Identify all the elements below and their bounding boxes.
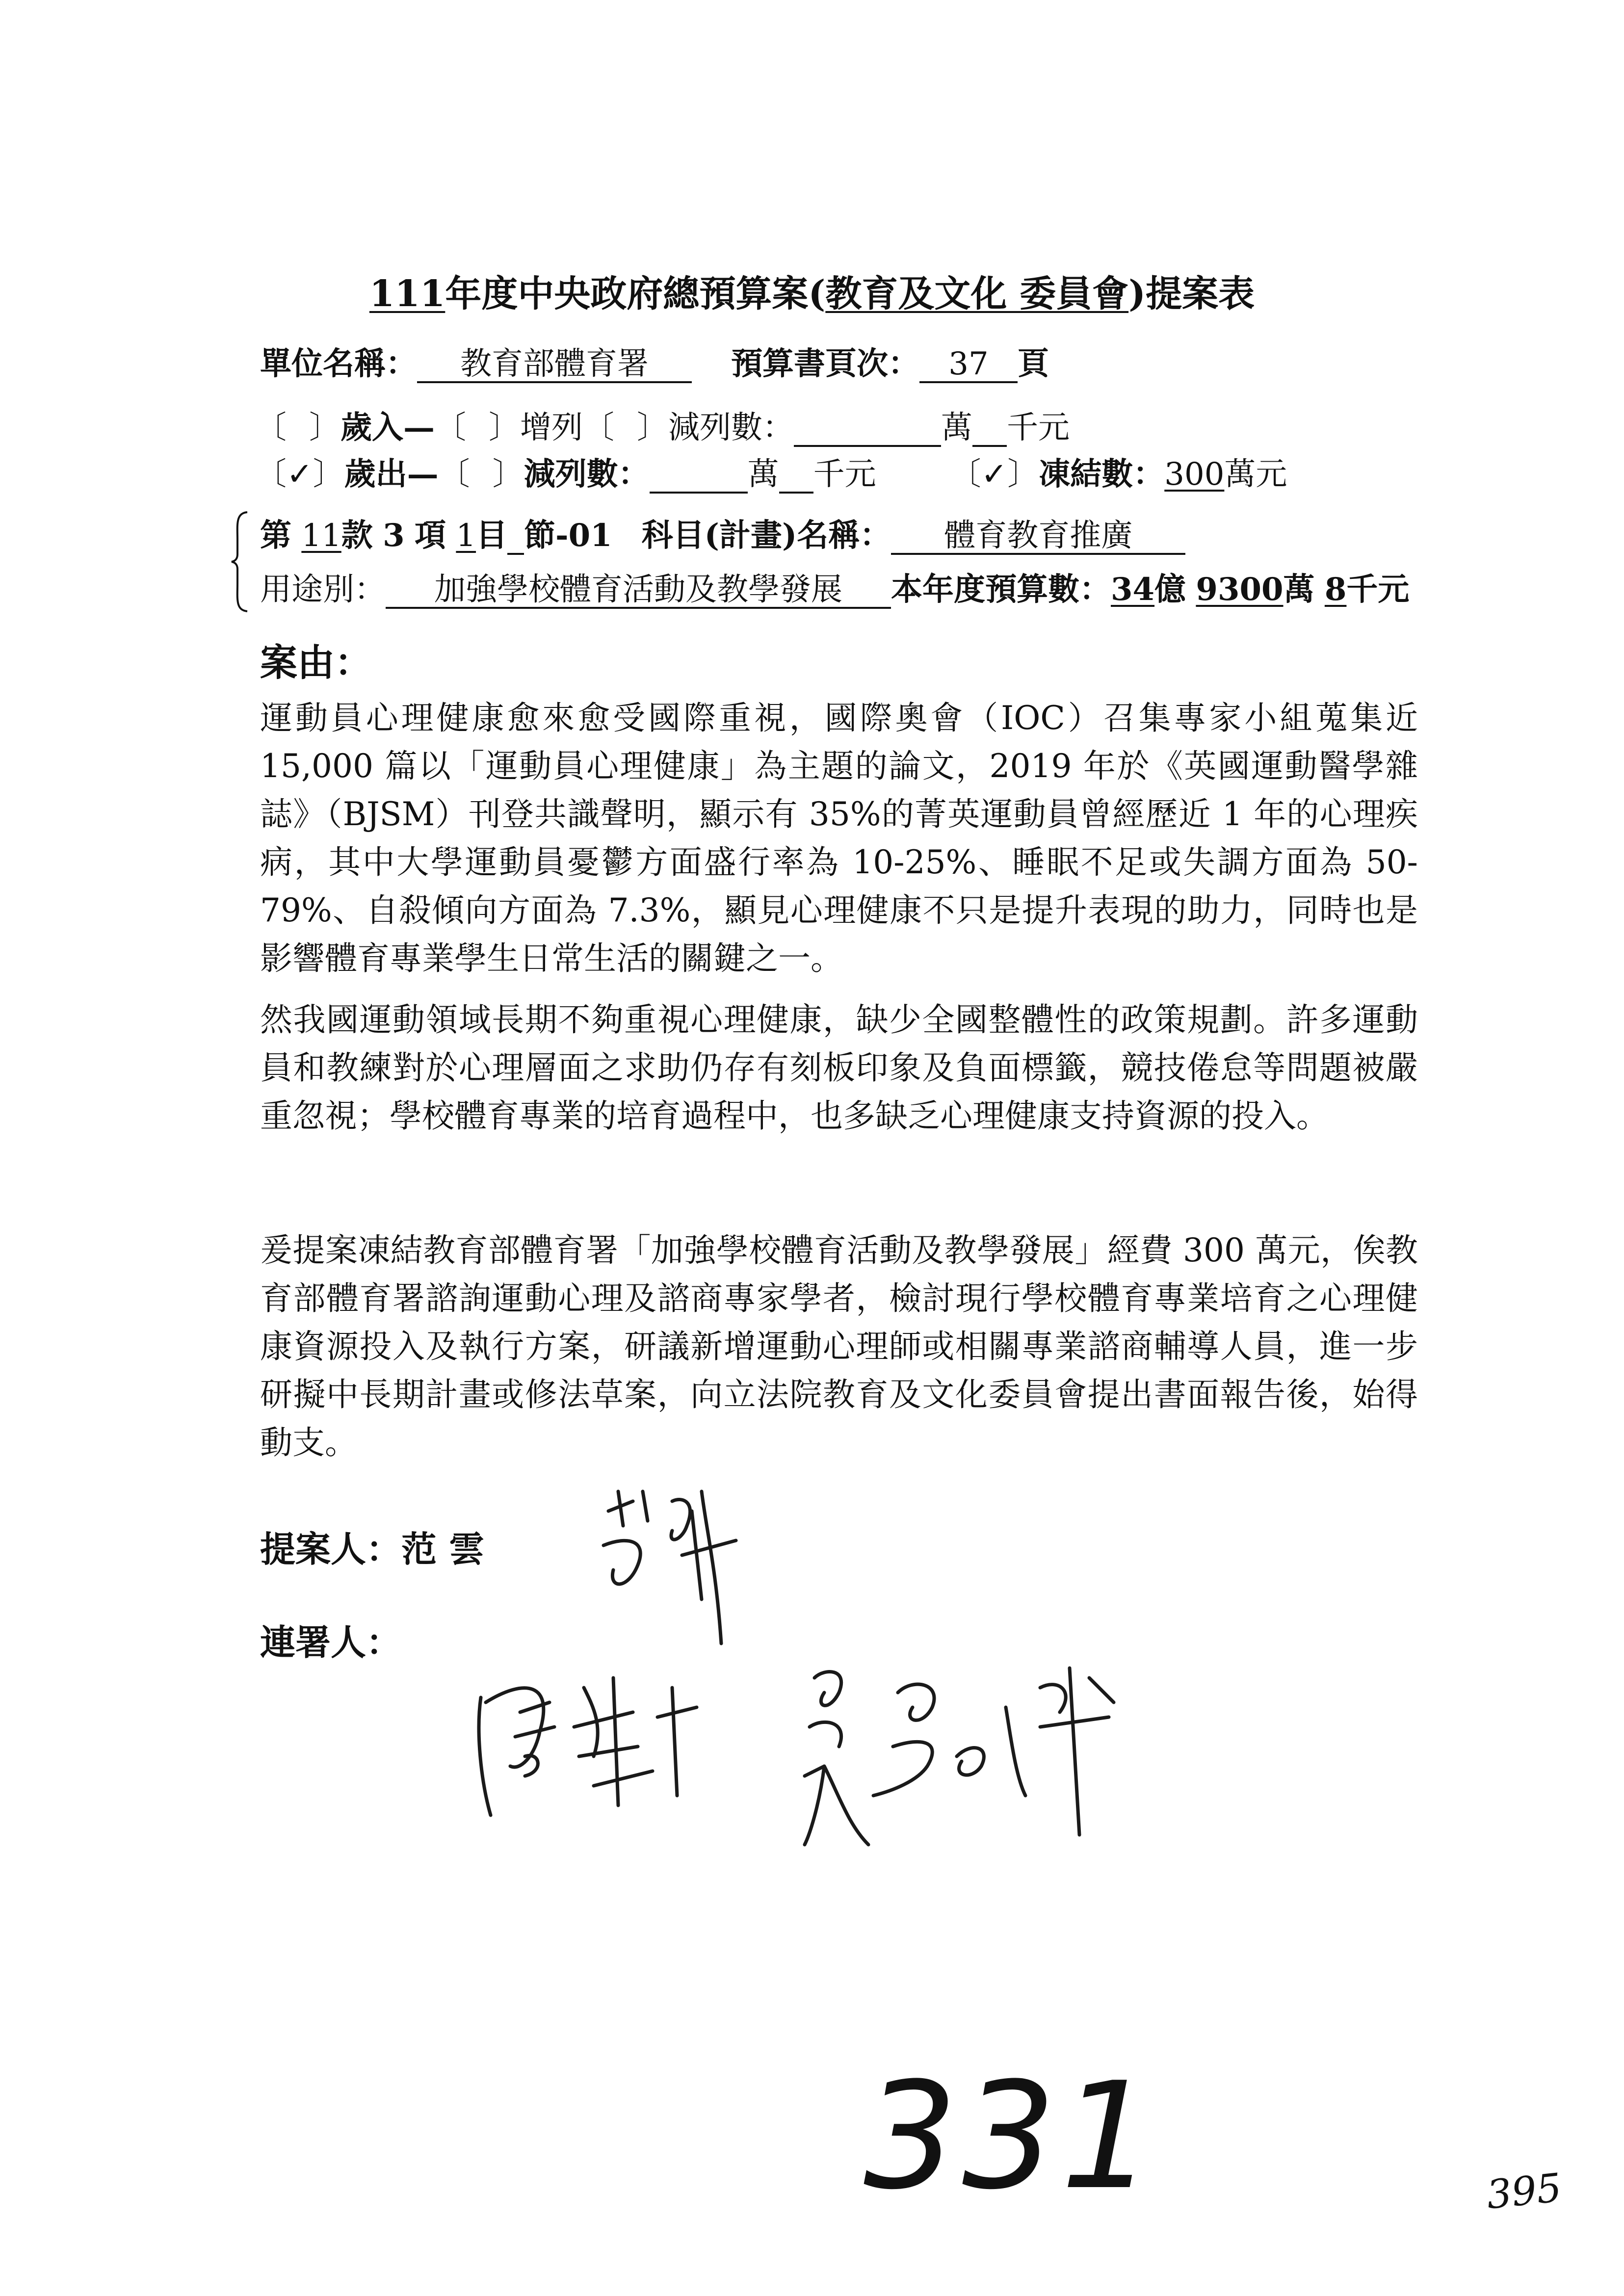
proposer-line [260,1521,484,1572]
income-box-open: 〔 [255,410,287,446]
cosigner-label: 連署人： [260,1621,402,1663]
add-box-close: 〕 [489,410,520,446]
income-qian: 千元 [1007,410,1070,446]
reason-paragraph-2: 然我國運動領域長期不夠重視心理健康，缺少全國整體性的政策規劃。許多運動員和教練對於心理層面之求助仍存有刻板印象及負面標籤，競技倦怠等問題被嚴重忽視；學校體育專業的培育過程中，也多缺乏心理健康支持資源的投入。 [260,1001,1418,1135]
freeze-box-open: 〔 [949,456,981,493]
purpose-label: 用途別： [260,572,386,608]
proposer-name: 范 雲 [401,1528,485,1570]
income-label: 歲入— [341,409,435,446]
budget-label: 本年度預算數： [891,571,1111,608]
expense-wan: 萬 [747,456,779,493]
expense-box-open: 〔 [255,456,287,493]
expense-reduce-label: 減列數： [524,456,650,493]
proposer-signature [589,1482,746,1658]
reason-paragraph-3: 爰提案凍結教育部體育署「加強學校體育活動及教學發展」經費 300 萬元，俟教育部體育署諮詢運動心理及諮商專家學者，檢討現行學校體育專業培育之心理健康資源投入及執行方案，研議新增運動心理師或相關專業諮商輔導人員，進一步研擬中長期計畫或修法草案，向立法院教育及文化委員會提出書面報告後，始得動支。 [260,1231,1418,1461]
budget-qian-number: 8 [1324,571,1347,608]
title-year: 111 [369,273,445,315]
reason-heading: 案由： [260,641,372,684]
cosigner-signature-1 [466,1658,721,1830]
freeze-label: 凍結數： [1039,456,1165,493]
expense-label: 歲出— [344,456,439,493]
kuan-label: 款 [341,517,373,554]
page-unit: 頁 [1018,345,1049,382]
purpose-line [260,564,1409,609]
reduce-box-open: 〔 [583,410,614,446]
add-label: 增列 [520,410,583,446]
item-line [260,510,1185,555]
xiang-number: 3 [383,517,405,554]
income-box-close: 〕 [309,410,341,446]
mu-number: 1 [456,518,476,554]
add-box-open: 〔 [435,410,466,446]
page-value: 37 [919,347,1018,383]
budget-qian: 千元 [1346,571,1410,608]
title-committee: 教育及文化 委員會 [825,273,1129,315]
jie-label: 節-01 [524,517,612,554]
page-stamp: 395 [1484,2165,1564,2218]
income-wan: 萬 [941,410,972,446]
freeze-value: 300 [1164,456,1225,493]
mu-label: 目 [476,517,508,554]
freeze-check: ✓ [981,456,1008,493]
expense-check: ✓ [287,456,313,493]
item-di: 第 [260,517,291,554]
purpose-value: 加強學校體育活動及教學發展 [386,573,891,609]
expense-box-close: 〕 [313,456,344,493]
proposer-label: 提案人： [260,1528,402,1570]
kuan-number: 11 [301,518,341,554]
expense-reduce-box-open: 〔 [438,456,470,493]
page-label: 預算書頁次： [731,345,919,382]
left-brace [231,510,250,613]
title-suffix: )提案表 [1128,273,1255,315]
title-prefix: 年度中央政府總預算案( [445,273,826,315]
budget-yi-number: 34 [1111,571,1155,608]
freeze-box-close: 〕 [1007,456,1039,493]
form-title [0,265,1624,317]
income-reduce-label: 減列數： [668,410,794,446]
subject-value: 體育教育推廣 [891,519,1185,555]
expense-line [255,449,1287,494]
budget-wan-number: 9300 [1196,571,1283,608]
cosigner-signature-2 [795,1648,1148,1854]
subject-label: 科目(計畫)名稱： [641,517,891,554]
budget-yi: 億 [1154,571,1186,608]
expense-reduce-box-close: 〕 [492,456,524,493]
reduce-box-close: 〕 [637,410,668,446]
budget-wan: 萬 [1283,571,1315,608]
expense-qian: 千元 [813,456,876,493]
unit-value: 教育部體育署 [417,347,692,383]
xiang-label: 項 [415,517,446,554]
income-line [255,402,1070,447]
freeze-unit: 萬元 [1224,456,1287,493]
reason-paragraph-1: 運動員心理健康愈來愈受國際重視，國際奧會（IOC）召集專家小組蒐集近 15,000 篇以「運動員心理健康」為主題的論文，2019 年於《英國運動醫學雜誌》（BJSM）刊登共識聲明，顯示有 35%的菁英運動員曾經歷近 1 年的心理疾病，其中大學運動員憂鬱方面盛行率為 10-25%、睡眠不足或失調方面為 50-79%、自殺傾向方面為 7.3%，顯見心理健康不只是提升表現的助力，同時也是影響體育專業學生日常生活的關鍵之一。 [260,699,1418,977]
handwritten-number: 331 [864,2051,1159,2222]
unit-label: 單位名稱： [260,345,417,382]
unit-line [260,339,1049,384]
